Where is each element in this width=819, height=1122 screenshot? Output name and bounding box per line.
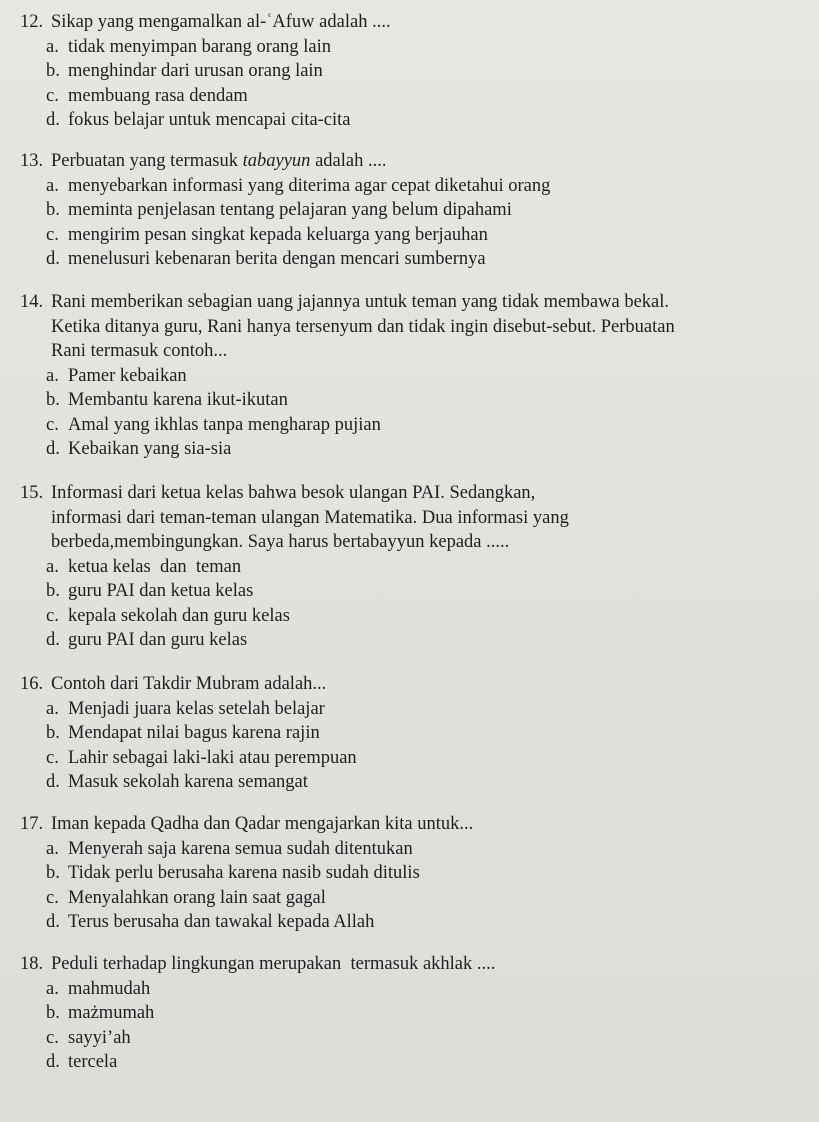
option-text: sayyi’ah bbox=[68, 1027, 131, 1048]
option-text: tercela bbox=[68, 1052, 118, 1072]
option-letter: a. bbox=[46, 698, 59, 719]
question-stem bbox=[20, 812, 810, 837]
question-stem bbox=[20, 149, 810, 174]
option-text: ketua kelas dan teman bbox=[68, 556, 242, 577]
option-text: Kebaikan yang sia-sia bbox=[68, 439, 232, 459]
option-letter: a. bbox=[46, 556, 59, 577]
option-c[interactable] bbox=[46, 84, 810, 109]
option-text: tidak menyimpan barang orang lain bbox=[68, 36, 332, 57]
option-letter: b. bbox=[46, 723, 60, 743]
option-b[interactable] bbox=[46, 861, 810, 886]
option-text: Amal yang ikhlas tanpa mengharap pujian bbox=[68, 414, 381, 435]
option-letter: d. bbox=[46, 110, 60, 130]
option-b[interactable] bbox=[46, 1001, 810, 1026]
question-18 bbox=[20, 952, 810, 1075]
option-letter: a. bbox=[46, 838, 59, 859]
question-stem bbox=[20, 290, 810, 364]
option-letter: d. bbox=[46, 249, 60, 269]
option-text: menghindar dari urusan orang lain bbox=[68, 61, 323, 81]
option-letter: a. bbox=[46, 365, 59, 386]
option-text: Menyerah saja karena semua sudah ditentukan bbox=[68, 838, 413, 859]
option-text: menelusuri kebenaran berita dengan mencari sumbernya bbox=[68, 249, 486, 269]
question-text: Informasi dari ketua kelas bahwa besok ulangan PAI. Sedangkan, informasi dari teman-teman ulangan Matematika. Dua informasi yang berbeda,membingungkan. Saya harus bertabayyun kepada ..... bbox=[51, 483, 569, 552]
option-a[interactable] bbox=[46, 174, 810, 199]
option-letter: d. bbox=[46, 1052, 60, 1072]
question-text: Iman kepada Qadha dan Qadar mengajarkan kita untuk... bbox=[51, 814, 474, 834]
option-text: Mendapat nilai bagus karena rajin bbox=[68, 723, 320, 743]
question-12 bbox=[20, 10, 810, 133]
question-stem bbox=[20, 952, 810, 977]
option-b[interactable] bbox=[46, 579, 810, 604]
option-letter: d. bbox=[46, 772, 60, 792]
option-c[interactable] bbox=[46, 1026, 810, 1051]
option-letter: b. bbox=[46, 1003, 60, 1023]
question-stem bbox=[20, 672, 810, 697]
option-letter: a. bbox=[46, 978, 59, 999]
question-number: 17. bbox=[20, 814, 44, 834]
question-text: Sikap yang mengamalkan al-ʿAfuw adalah .... bbox=[51, 12, 391, 32]
option-text: Masuk sekolah karena semangat bbox=[68, 772, 308, 792]
option-text: guru PAI dan ketua kelas bbox=[68, 581, 254, 601]
option-d[interactable] bbox=[46, 770, 810, 795]
question-14 bbox=[20, 290, 810, 462]
option-list bbox=[46, 364, 810, 462]
option-text: mażmumah bbox=[68, 1003, 155, 1023]
option-a[interactable] bbox=[46, 35, 810, 60]
option-text: Lahir sebagai laki-laki atau perempuan bbox=[68, 747, 357, 768]
question-text-after: adalah .... bbox=[310, 151, 387, 171]
option-list bbox=[46, 35, 810, 133]
option-b[interactable] bbox=[46, 388, 810, 413]
option-text: Menjadi juara kelas setelah belajar bbox=[68, 698, 325, 719]
option-letter: d. bbox=[46, 912, 60, 932]
option-list bbox=[46, 697, 810, 795]
option-text: Menyalahkan orang lain saat gagal bbox=[68, 887, 326, 908]
option-a[interactable] bbox=[46, 977, 810, 1002]
option-a[interactable] bbox=[46, 697, 810, 722]
option-b[interactable] bbox=[46, 59, 810, 84]
question-number: 14. bbox=[20, 292, 44, 312]
option-letter: c. bbox=[46, 605, 59, 626]
option-text: mengirim pesan singkat kepada keluarga yang berjauhan bbox=[68, 224, 488, 245]
option-letter: a. bbox=[46, 175, 59, 196]
question-text: Rani memberikan sebagian uang jajannya untuk teman yang tidak membawa bekal. Ketika ditanya guru, Rani hanya tersenyum dan tidak ingin disebut-sebut. Perbuatan Rani termasuk contoh... bbox=[51, 292, 675, 361]
option-text: membuang rasa dendam bbox=[68, 85, 248, 106]
option-c[interactable] bbox=[46, 746, 810, 771]
option-d[interactable] bbox=[46, 1050, 810, 1075]
option-text: Membantu karena ikut-ikutan bbox=[68, 390, 288, 410]
option-c[interactable] bbox=[46, 886, 810, 911]
option-text: Terus berusaha dan tawakal kepada Allah bbox=[68, 912, 375, 932]
option-text: kepala sekolah dan guru kelas bbox=[68, 605, 290, 626]
option-d[interactable] bbox=[46, 910, 810, 935]
option-d[interactable] bbox=[46, 437, 810, 462]
option-letter: c. bbox=[46, 414, 59, 435]
question-16 bbox=[20, 672, 810, 795]
option-letter: c. bbox=[46, 1027, 59, 1048]
question-15 bbox=[20, 481, 810, 653]
option-d[interactable] bbox=[46, 628, 810, 653]
option-text: meminta penjelasan tentang pelajaran yang belum dipahami bbox=[68, 200, 512, 220]
option-b[interactable] bbox=[46, 721, 810, 746]
option-letter: d. bbox=[46, 630, 60, 650]
option-letter: b. bbox=[46, 581, 60, 601]
question-17 bbox=[20, 812, 810, 935]
option-c[interactable] bbox=[46, 604, 810, 629]
option-d[interactable] bbox=[46, 108, 810, 133]
question-number: 16. bbox=[20, 674, 44, 694]
question-number: 18. bbox=[20, 954, 44, 974]
option-text: mahmudah bbox=[68, 978, 151, 999]
option-text: Tidak perlu berusaha karena nasib sudah ditulis bbox=[68, 863, 420, 883]
option-list bbox=[46, 555, 810, 653]
option-list bbox=[46, 837, 810, 935]
question-stem bbox=[20, 10, 810, 35]
option-letter: b. bbox=[46, 61, 60, 81]
option-a[interactable] bbox=[46, 364, 810, 389]
option-text: fokus belajar untuk mencapai cita-cita bbox=[68, 110, 351, 130]
option-text: guru PAI dan guru kelas bbox=[68, 630, 248, 650]
question-text-before: Perbuatan yang termasuk bbox=[51, 151, 243, 171]
option-letter: c. bbox=[46, 85, 59, 106]
question-number: 13. bbox=[20, 151, 44, 171]
option-b[interactable] bbox=[46, 198, 810, 223]
option-list bbox=[46, 174, 810, 272]
option-letter: d. bbox=[46, 439, 60, 459]
question-13 bbox=[20, 149, 810, 272]
option-letter: c. bbox=[46, 747, 59, 768]
option-text: menyebarkan informasi yang diterima agar cepat diketahui orang bbox=[68, 175, 551, 196]
option-letter: c. bbox=[46, 887, 59, 908]
option-d[interactable] bbox=[46, 247, 810, 272]
question-text: Contoh dari Takdir Mubram adalah... bbox=[51, 674, 327, 694]
question-stem bbox=[20, 481, 810, 555]
option-c[interactable] bbox=[46, 413, 810, 438]
question-number: 12. bbox=[20, 12, 44, 32]
option-c[interactable] bbox=[46, 223, 810, 248]
option-a[interactable] bbox=[46, 555, 810, 580]
question-text bbox=[51, 149, 810, 174]
question-text-italic-term: tabayyun bbox=[242, 151, 311, 171]
option-a[interactable] bbox=[46, 837, 810, 862]
option-letter: c. bbox=[46, 224, 59, 245]
option-list bbox=[46, 977, 810, 1075]
option-letter: b. bbox=[46, 863, 60, 883]
option-letter: a. bbox=[46, 36, 59, 57]
option-letter: b. bbox=[46, 200, 60, 220]
question-text: Peduli terhadap lingkungan merupakan termasuk akhlak .... bbox=[51, 954, 496, 974]
option-text: Pamer kebaikan bbox=[68, 365, 187, 386]
option-letter: b. bbox=[46, 390, 60, 410]
question-number: 15. bbox=[20, 483, 44, 503]
